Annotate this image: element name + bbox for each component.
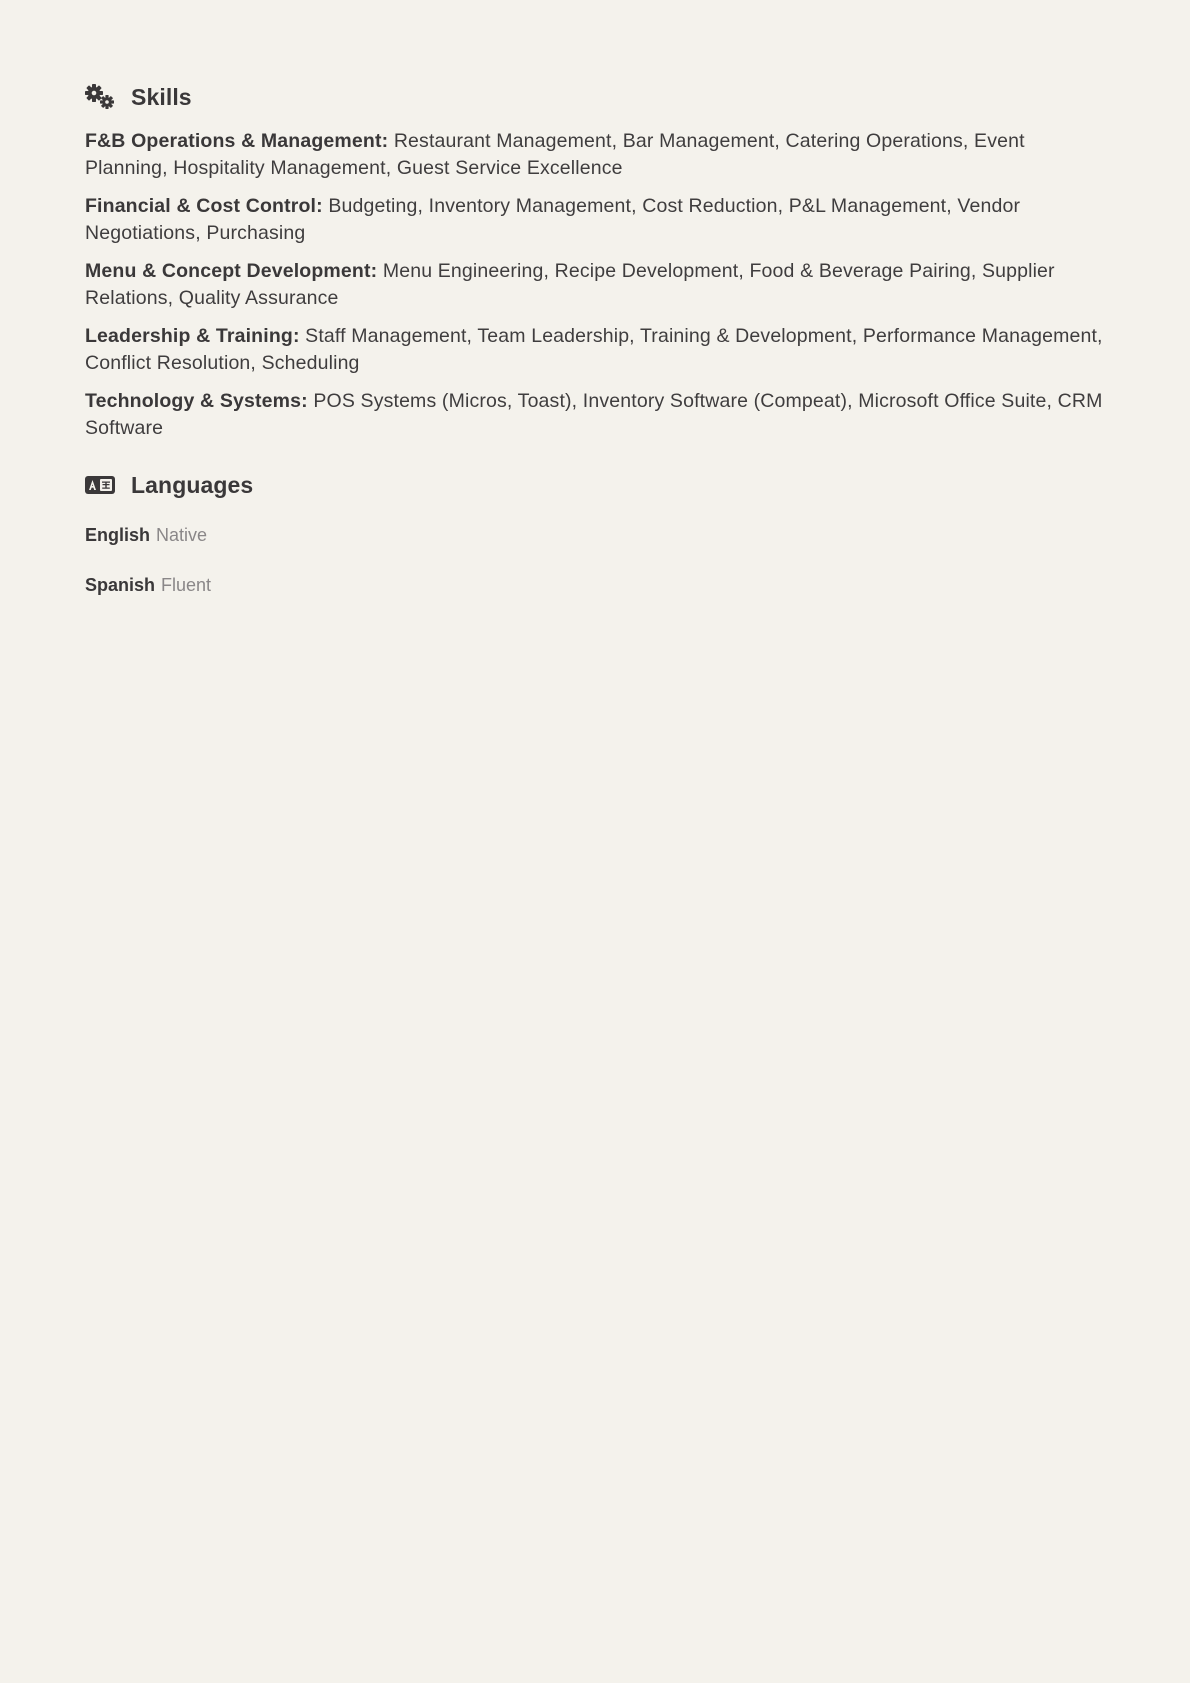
languages-section — [85, 466, 1105, 596]
skills-title: Skills — [131, 83, 192, 110]
skill-details: Budgeting, Inventory Management, Cost Reduction, P&L Management, Vendor Negotiations, Purchasing — [85, 195, 1021, 244]
skill-details: Restaurant Management, Bar Management, Catering Operations, Event Planning, Hospitality Management, Guest Service Excellence — [85, 130, 1025, 179]
skills-header — [85, 78, 1105, 116]
skills-section — [85, 78, 1105, 442]
skills-list — [85, 128, 1105, 442]
skill-category: F&B Operations & Management: — [85, 130, 389, 152]
resume-page — [85, 78, 1105, 624]
skill-details: Menu Engineering, Recipe Development, Food & Beverage Pairing, Supplier Relations, Quality Assurance — [85, 260, 1055, 309]
skill-category: Technology & Systems: — [85, 390, 308, 412]
language-item — [85, 524, 1105, 546]
language-item — [85, 574, 1105, 596]
languages-title: Languages — [131, 471, 254, 498]
skill-category: Leadership & Training: — [85, 325, 300, 347]
skill-item — [85, 323, 1105, 377]
skill-item — [85, 388, 1105, 442]
languages-header — [85, 466, 1105, 504]
language-name: Spanish — [85, 575, 156, 595]
gears-icon — [85, 82, 115, 112]
skill-details: POS Systems (Micros, Toast), Inventory Software (Compeat), Microsoft Office Suite, CRM Software — [85, 390, 1103, 439]
skill-item — [85, 128, 1105, 182]
language-list — [85, 524, 1105, 596]
skill-details: Staff Management, Team Leadership, Training & Development, Performance Management, Conflict Resolution, Scheduling — [85, 325, 1103, 374]
skill-category: Menu & Concept Development: — [85, 260, 378, 282]
skill-item — [85, 258, 1105, 312]
language-level: Native — [156, 525, 208, 545]
language-icon — [85, 470, 115, 500]
language-level: Fluent — [161, 575, 212, 595]
language-name: English — [85, 525, 151, 545]
skill-item — [85, 193, 1105, 247]
skill-category: Financial & Cost Control: — [85, 195, 323, 217]
